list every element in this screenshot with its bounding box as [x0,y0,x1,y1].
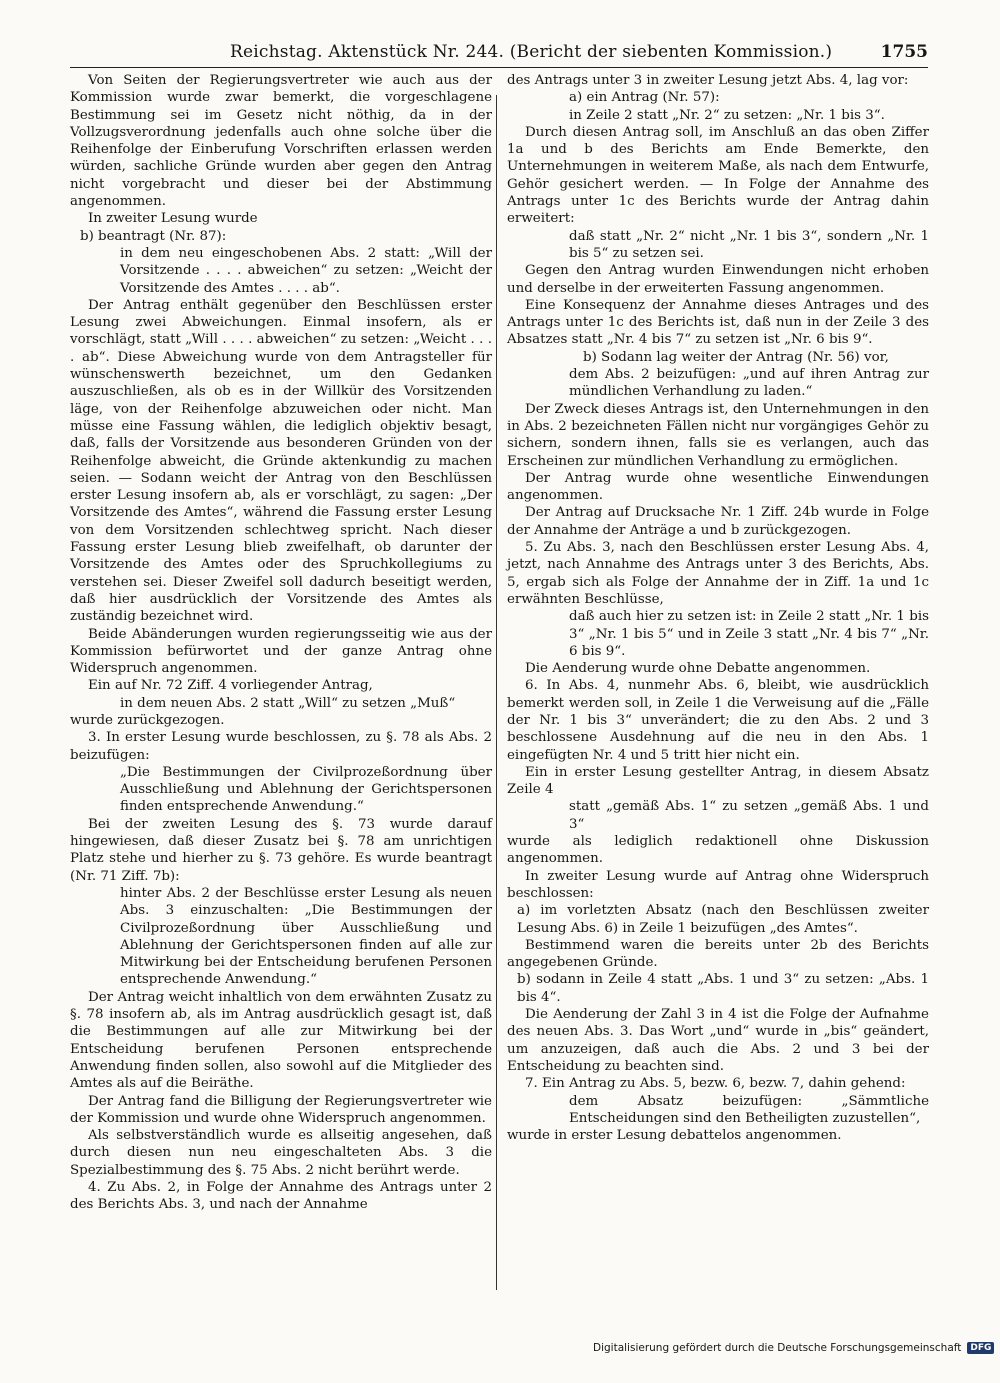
paragraph: Der Antrag fand die Billigung der Regierungsvertreter wie der Kommission und wurde ohne Widerspruch angenommen. [70,1093,492,1126]
paragraph: b) beantragt (Nr. 87): [80,228,227,244]
left-column [70,72,492,1214]
paragraph: Ein in erster Lesung gestellter Antrag, in diesem Absatz Zeile 4 [507,764,929,798]
dfg-logo: DFG [967,1342,994,1354]
paragraph: hinter Abs. 2 der Beschlüsse erster Lesung als neuen Abs. 3 einzuschalten: „Die Bestimmungen der Civilprozeßordnung über Ausschließung und Ablehnung der Gerichtspersonen finden auf alle zur Mitwirkung bei der Entscheidung berufenen Personen entsprechende Anwendung.“ [120,885,492,988]
paragraph: in dem neuen Abs. 2 statt „Will“ zu setzen „Muß“ [120,695,456,711]
page-header [70,34,928,64]
paragraph: 5. Zu Abs. 3, nach den Beschlüssen erster Lesung Abs. 4, jetzt, nach Annahme des Antrags unter 3 des Berichts, Abs. 5, ergab sich als Folge der Annahme der in Ziff. 1a und 1c erwähnten Beschlüsse, [507,540,929,607]
paragraph: daß auch hier zu setzen ist: in Zeile 2 statt „Nr. 1 bis 3“ „Nr. 1 bis 5“ und in Zeile 3 statt „Nr. 4 bis 7“ „Nr. 6 bis 9“. [569,609,929,659]
paragraph: Durch diesen Antrag soll, im Anschluß an das oben Ziffer 1a und b des Berichts am Ende Bemerkte, den Unternehmungen in weiterem Maße, als nach dem Entwurfe, Gehör gesichert werden. — In Folge der Annahme des Antrags unter 1c des Berichts wurde der Antrag dahin erweitert: [507,124,929,227]
paragraph: 4. Zu Abs. 2, in Folge der Annahme des Antrags unter 2 des Berichts Abs. 3, und nach der Annahme [70,1180,492,1213]
paragraph: Ein auf Nr. 72 Ziff. 4 vorliegender Antrag, [88,678,373,694]
funding-note: Digitalisierung gefördert durch die Deutsche Forschungsgemeinschaft [593,1342,962,1354]
footer [593,1342,992,1354]
paragraph: Der Antrag wurde ohne wesentliche Einwendungen angenommen. [507,470,929,504]
header-rule [70,67,928,68]
paragraph: Gegen den Antrag wurden Einwendungen nicht erhoben und derselbe in der erweiterten Fassung angenommen. [507,263,929,296]
paragraph: a) im vorletzten Absatz (nach den Beschlüssen zweiter Lesung Abs. 6) in Zeile 1 beizufügen „des Amtes“. [517,903,929,936]
paragraph: Als selbstverständlich wurde es allseitig angesehen, daß durch diesen nun neu eingeschalteten Abs. 3 die Spezialbestimmung des §. 75 Abs. 2 nicht berührt werde. [70,1128,492,1178]
column-divider [496,95,497,1290]
paragraph: „Die Bestimmungen der Civilprozeßordnung über Ausschließung und Ablehnung der Gerichtspersonen finden entsprechende Anwendung.“ [120,764,492,815]
paragraph: 7. Ein Antrag zu Abs. 5, bezw. 6, bezw. 7, dahin gehend: [525,1076,906,1092]
paragraph: b) sodann in Zeile 4 statt „Abs. 1 und 3“ zu setzen: „Abs. 1 bis 4“. [517,972,929,1005]
paragraph: In zweiter Lesung wurde auf Antrag ohne Widerspruch beschlossen: [507,868,929,901]
paragraph: Der Antrag auf Drucksache Nr. 1 Ziff. 24b wurde in Folge der Annahme der Anträge a und b zurückgezogen. [507,505,929,538]
paragraph: b) Sodann lag weiter der Antrag (Nr. 56) vor, [583,349,889,365]
paragraph: Bei der zweiten Lesung des §. 73 wurde darauf hingewiesen, daß dieser Zusatz bei §. 78 am unrichtigen Platz stehe und hierher zu §. 73 gehöre. Es wurde beantragt (Nr. 71 Ziff. 7b): [70,816,492,884]
paragraph: statt „gemäß Abs. 1“ zu setzen „gemäß Abs. 1 und 3“ [569,799,929,832]
page-number: 1755 [880,42,928,62]
paragraph: wurde als lediglich redaktionell ohne Diskussion angenommen. [507,834,929,867]
paragraph: Beide Abänderungen wurden regierungsseitig wie aus der Kommission befürwortet und der ganze Antrag ohne Widerspruch angenommen. [70,626,492,677]
paragraph: 6. In Abs. 4, nunmehr Abs. 6, bleibt, wie ausdrücklich bemerkt werden soll, in Zeile 1 die Verweisung auf die „Fälle der Nr. 1 bis 3“ unverändert; die zu den Abs. 2 und 3 beschlossene Ausdehnung auf die neu in den Abs. 1 eingefügten Nr. 4 und 5 tritt hier nicht ein. [507,678,929,763]
paragraph: Die Aenderung wurde ohne Debatte angenommen. [525,661,871,677]
paragraph: 3. In erster Lesung wurde beschlossen, zu §. 78 als Abs. 2 beizufügen: [70,730,492,763]
running-title: Reichstag. Aktenstück Nr. 244. (Bericht der siebenten Kommission.) [230,42,833,62]
paragraph: in Zeile 2 statt „Nr. 2“ zu setzen: „Nr. 1 bis 3“. [569,107,885,123]
paragraph: Der Antrag enthält gegenüber den Beschlüssen erster Lesung zwei Abweichungen. Einmal insofern, als er vorschlägt, statt „Will . . . . abweichen“ zu setzen: „Weicht . . . . ab“. Diese Abweichung wurde von dem Antragsteller für wünschenswerth bezeichnet, um den Gedanken auszuschließen, als ob es in der Willkür des Vorsitzenden läge, von der Reihenfolge abzuweichen oder nicht. Man müsse eine Fassung wählen, die lediglich objektiv besagt, daß, falls der Vorsitzende aus besonderen Gründen von der Reihenfolge abweicht, die Gründe aktenkundig zu machen seien. — Sodann weicht der Antrag von den Beschlüssen erster Lesung insofern ab, als er vorschlägt, zu sagen: „Der Vorsitzende des Amtes“, während die Fassung erster Lesung von dem Vorsitzenden schlechtweg spricht. Nach dieser Fassung erster Lesung blieb zweifelhaft, ob darunter der Vorsitzende des Amtes oder des Spruchkollegiums zu verstehen sei. Dieser Zweifel soll dadurch beseitigt werden, daß hier ausdrücklich der Vorsitzende des Amtes als zuständig bezeichnet wird. [70,297,492,625]
paragraph: dem Absatz beizufügen: „Sämmtliche Entscheidungen sind den Betheiligten zuzustellen“, [569,1093,929,1126]
paragraph: Bestimmend waren die bereits unter 2b des Berichts angegebenen Gründe. [507,937,929,971]
paragraph: In zweiter Lesung wurde [88,211,258,227]
paragraph: dem Abs. 2 beizufügen: „und auf ihren Antrag zur mündlichen Verhandlung zu laden.“ [569,367,929,400]
paragraph: a) ein Antrag (Nr. 57): [569,90,720,106]
paragraph: Eine Konsequenz der Annahme dieses Antrages und des Antrags unter 1c des Berichts ist, daß nun in der Zeile 3 des Absatzes statt „Nr. 4 bis 7“ zu setzen ist „Nr. 6 bis 9“. [507,297,929,348]
paragraph: in dem neu eingeschobenen Abs. 2 statt: „Will der Vorsitzende . . . . abweichen“ zu setzen: „Weicht der Vorsitzende des Amtes . . . . ab“. [120,245,492,296]
paragraph: Der Zweck dieses Antrags ist, den Unternehmungen in den in Abs. 2 bezeichneten Fällen nicht nur vorgängiges Gehör zu sichern, sondern ihnen, falls sie es verlangen, auch das Erscheinen zur mündlichen Verhandlung zu ermöglichen. [507,401,929,469]
right-column [507,72,929,1144]
paragraph: wurde in erster Lesung debattelos angenommen. [507,1128,842,1144]
paragraph: des Antrags unter 3 in zweiter Lesung jetzt Abs. 4, lag vor: [507,73,909,88]
paragraph: daß statt „Nr. 2“ nicht „Nr. 1 bis 3“, sondern „Nr. 1 bis 5“ zu setzen sei. [569,228,929,261]
paragraph: wurde zurückgezogen. [70,712,225,728]
paragraph: Der Antrag weicht inhaltlich von dem erwähnten Zusatz zu §. 78 insofern ab, als im Antrag ausdrücklich gesagt ist, daß die Bestimmungen auf alle zur Mitwirkung bei der Entscheidung berufenen Personen entsprechende Anwendung finden sollen, also sowohl auf die Mitglieder des Amtes als auf die Beiräthe. [70,989,492,1092]
paragraph: Von Seiten der Regierungsvertreter wie auch aus der Kommission wurde zwar bemerkt, die vorgeschlagene Bestimmung sei im Gesetz nicht nöthig, da in der Vollzugsverordnung jedenfalls auch ohne solche über die Reihenfolge der Einberufung Vorschriften erlassen werden würden, sachliche Gründe wurden aber gegen den Antrag nicht vorgebracht und dieser bei der Abstimmung angenommen. [70,73,492,210]
paragraph: Die Aenderung der Zahl 3 in 4 ist die Folge der Aufnahme des neuen Abs. 3. Das Wort „und“ wurde in „bis“ geändert, um anzuzeigen, daß auch die Abs. 2 und 3 bei der Entscheidung zu beachten sind. [507,1007,929,1074]
